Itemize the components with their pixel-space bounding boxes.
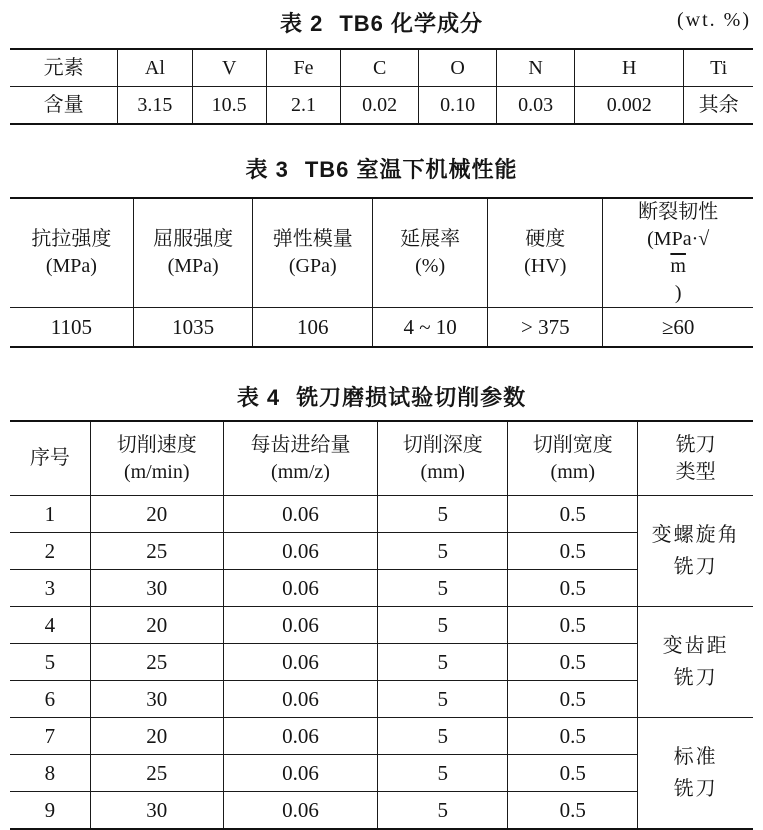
- header-name: 每齿进给量: [250, 433, 351, 456]
- table4-cell: 0.5: [508, 755, 638, 792]
- header-unit: (mm/z): [271, 460, 330, 483]
- table2-header-cell: V: [192, 50, 266, 87]
- table4-cutter-type-cell: [638, 718, 753, 829]
- table4-cell: 5: [378, 570, 508, 607]
- table2-header-cell: Al: [118, 50, 192, 87]
- table2-cell: 10.5: [192, 87, 266, 124]
- table4-header-cell: [223, 422, 378, 496]
- table2-cell: 0.002: [575, 87, 684, 124]
- table3-cell: ≥60: [603, 308, 753, 347]
- table4-cell: 6: [10, 681, 90, 718]
- table4-cell: 0.06: [223, 792, 378, 829]
- table2-caption-unit: (wt. %): [677, 9, 751, 31]
- table4-cell: 5: [378, 718, 508, 755]
- table3-caption: [10, 152, 753, 184]
- table4-cell: 0.06: [223, 681, 378, 718]
- table2-caption-title: TB6 化学成分: [339, 10, 484, 36]
- table4-cell: 0.5: [508, 533, 638, 570]
- table2-header-cell: H: [575, 50, 684, 87]
- table3-data-row: [10, 308, 753, 347]
- table4-cell: 3: [10, 570, 90, 607]
- cutter-type-line: 标准: [673, 746, 718, 768]
- table4-cell: 7: [10, 718, 90, 755]
- header-unit: (MPa): [45, 255, 97, 277]
- table3-header-cell: [10, 199, 133, 308]
- cutter-type-line: 铣刀: [673, 778, 718, 800]
- table2-cell: 含量: [10, 87, 118, 124]
- table4-row: [10, 718, 753, 755]
- table4-caption: [10, 380, 753, 412]
- table4-cell: 0.5: [508, 792, 638, 829]
- table4-cell: 0.06: [223, 496, 378, 533]
- table4-cutter-type-cell: [638, 607, 753, 718]
- table2-cell: 0.10: [419, 87, 497, 124]
- table4-cell: 25: [90, 644, 223, 681]
- table4-header-cell: [10, 422, 90, 496]
- cutter-type-line: 铣刀: [673, 667, 718, 689]
- header-unit: (mm): [420, 460, 465, 483]
- table4-cell: 8: [10, 755, 90, 792]
- header-name: 切削速度: [116, 433, 197, 456]
- table4-cell: 2: [10, 533, 90, 570]
- table4-caption-title: 铣刀磨损试验切削参数: [296, 384, 527, 410]
- table4-cell: 5: [378, 496, 508, 533]
- table4-cell: 0.06: [223, 718, 378, 755]
- table3: [10, 197, 753, 348]
- cutter-type-line: 铣刀: [673, 556, 718, 578]
- header-name: 屈服强度: [153, 228, 234, 250]
- header-name: 切削深度: [402, 433, 483, 456]
- table2-cell: 3.15: [118, 87, 192, 124]
- table4: [10, 420, 753, 830]
- table4-cell: 20: [90, 718, 223, 755]
- header-unit: (GPa): [288, 255, 337, 277]
- table2-header-cell: Fe: [266, 50, 340, 87]
- table2-caption-label: 表 2: [279, 10, 324, 36]
- header-unit: (m/min): [123, 460, 190, 483]
- table2-cell: 0.02: [341, 87, 419, 124]
- table2: [10, 48, 753, 125]
- table3-header-cell: [253, 199, 373, 308]
- table4-cell: 30: [90, 792, 223, 829]
- table4-cell: 5: [10, 644, 90, 681]
- table4-cell: 9: [10, 792, 90, 829]
- table4-cell: 0.5: [508, 496, 638, 533]
- table4-cell: 0.5: [508, 644, 638, 681]
- table2-header-cell: N: [497, 50, 575, 87]
- header-unit-toughness: [605, 226, 751, 307]
- table4-cell: 5: [378, 792, 508, 829]
- table3-header-cell: [488, 199, 603, 308]
- table4-cell: 0.06: [223, 755, 378, 792]
- table4-cell: 20: [90, 496, 223, 533]
- table2-cell: 0.03: [497, 87, 575, 124]
- table3-caption-label: 表 3: [245, 156, 289, 182]
- header-name: 类型: [675, 460, 716, 483]
- table3-cell: 1105: [10, 308, 133, 347]
- table4-cell: 1: [10, 496, 90, 533]
- table4-header-row: [10, 422, 753, 496]
- table4-cell: 30: [90, 570, 223, 607]
- table2-header-row: [10, 50, 753, 87]
- table4-cell: 5: [378, 644, 508, 681]
- table4-cell: 4: [10, 607, 90, 644]
- table4-header-cell: [378, 422, 508, 496]
- table4-cell: 20: [90, 607, 223, 644]
- table4-header-cell: [508, 422, 638, 496]
- table2-header-cell: Ti: [684, 50, 753, 87]
- table4-header-cell: [90, 422, 223, 496]
- header-unit: (HV): [524, 255, 567, 277]
- header-name: 硬度: [525, 228, 566, 250]
- table3-cell: > 375: [488, 308, 603, 347]
- table4-cell: 0.06: [223, 644, 378, 681]
- table4-cell: 0.06: [223, 533, 378, 570]
- table4-cell: 0.5: [508, 681, 638, 718]
- table3-header-cell: [603, 199, 753, 308]
- table4-cell: 5: [378, 681, 508, 718]
- table4-cell: 5: [378, 755, 508, 792]
- table3-header-cell: [373, 199, 488, 308]
- table2-caption: [10, 6, 753, 38]
- unit-pre: (MPa·√: [647, 228, 710, 250]
- unit-radicand: m: [670, 255, 686, 277]
- table4-row: [10, 496, 753, 533]
- header-name: 断裂韧性: [638, 201, 719, 223]
- header-unit: (%): [415, 255, 446, 277]
- table4-cell: 0.5: [508, 570, 638, 607]
- table4-cell: 0.5: [508, 607, 638, 644]
- table2-header-cell: C: [341, 50, 419, 87]
- header-name: 延展率: [400, 228, 461, 250]
- table3-header-row: [10, 199, 753, 308]
- table4-cell: 25: [90, 533, 223, 570]
- table2-data-row: [10, 87, 753, 124]
- table2-header-cell: O: [419, 50, 497, 87]
- table3-header-cell: [133, 199, 253, 308]
- table4-cell: 5: [378, 607, 508, 644]
- table4-cell: 0.5: [508, 718, 638, 755]
- header-name: 铣刀: [675, 433, 716, 456]
- table4-cutter-type-cell: [638, 496, 753, 607]
- table3-cell: 1035: [133, 308, 253, 347]
- table3-caption-title: TB6 室温下机械性能: [304, 156, 518, 182]
- table3-cell: 106: [253, 308, 373, 347]
- table3-cell: 4 ~ 10: [373, 308, 488, 347]
- cutter-type-line: 变螺旋角: [651, 524, 740, 546]
- table4-cell: 25: [90, 755, 223, 792]
- header-name: 弹性模量: [272, 228, 353, 250]
- header-unit: (MPa): [167, 255, 219, 277]
- table4-cell: 30: [90, 681, 223, 718]
- cutter-type-line: 变齿距: [662, 635, 729, 657]
- header-name: 抗拉强度: [31, 228, 112, 250]
- table4-header-cell: [638, 422, 753, 496]
- table4-cell: 0.06: [223, 607, 378, 644]
- table2-cell: 其余: [684, 87, 753, 124]
- header-name: 切削宽度: [532, 433, 613, 456]
- table4-cell: 0.06: [223, 570, 378, 607]
- unit-post: ): [674, 282, 682, 304]
- header-unit: (mm): [550, 460, 595, 483]
- header-name: 序号: [29, 447, 70, 469]
- table4-caption-label: 表 4: [236, 384, 281, 410]
- table2-cell: 2.1: [266, 87, 340, 124]
- table2-header-cell: 元素: [10, 50, 118, 87]
- table4-cell: 5: [378, 533, 508, 570]
- table4-row: [10, 607, 753, 644]
